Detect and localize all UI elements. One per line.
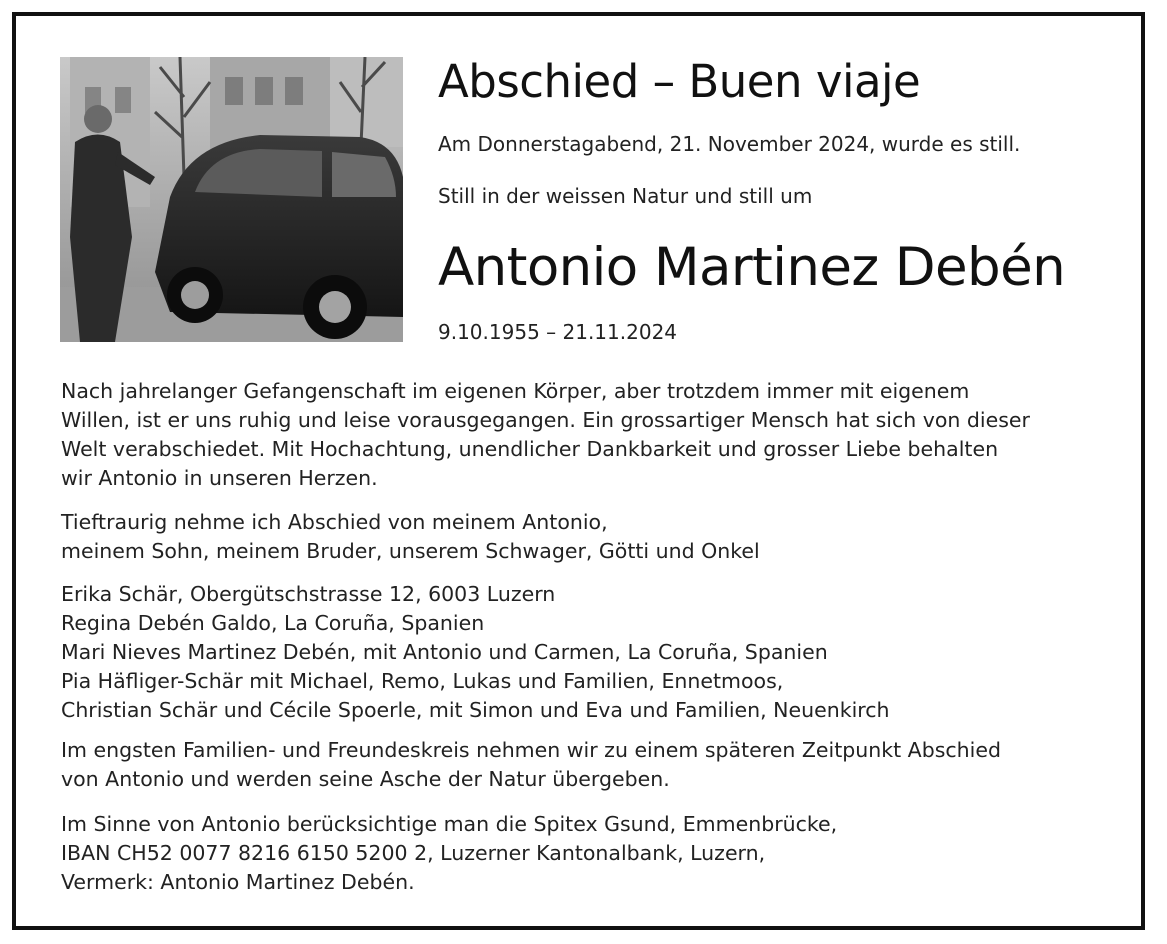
tribute-paragraph: [61, 377, 1121, 493]
portrait-photo-image: [60, 57, 403, 342]
mourner-entry: Regina Debén Galdo, La Coruña, Spanien: [61, 611, 485, 635]
text-line: von Antonio und werden seine Asche der Natur übergeben.: [61, 767, 670, 791]
text-line: Tieftraurig nehme ich Abschied von meinem Antonio,: [61, 510, 608, 534]
death-announcement-line: Am Donnerstagabend, 21. November 2024, wurde es still.: [438, 132, 1021, 156]
farewell-paragraph: [61, 508, 1121, 566]
text-line: Im engsten Familien- und Freundeskreis nehmen wir zu einem späteren Zeitpunkt Abschied: [61, 738, 1001, 762]
ceremony-paragraph: [61, 736, 1121, 794]
portrait-photo: [60, 57, 403, 342]
notice-title: Abschied – Buen viaje: [438, 55, 921, 108]
mourner-entry: Erika Schär, Obergütschstrasse 12, 6003 Luzern: [61, 582, 556, 606]
mourners-list: [61, 580, 1121, 725]
mourner-entry: Christian Schär und Cécile Spoerle, mit Simon und Eva und Familien, Neuenkirch: [61, 698, 890, 722]
text-line: Vermerk: Antonio Martinez Debén.: [61, 870, 415, 894]
text-line: Nach jahrelanger Gefangenschaft im eigenen Körper, aber trotzdem immer mit eigenem: [61, 379, 970, 403]
deceased-name: Antonio Martinez Debén: [438, 237, 1066, 298]
mourner-entry: Pia Häfliger-Schär mit Michael, Remo, Lukas und Familien, Ennetmoos,: [61, 669, 784, 693]
intro-line: Still in der weissen Natur und still um: [438, 184, 813, 208]
text-line: Welt verabschiedet. Mit Hochachtung, unendlicher Dankbarkeit und grosser Liebe behalten: [61, 437, 999, 461]
text-line: meinem Sohn, meinem Bruder, unserem Schwager, Götti und Onkel: [61, 539, 760, 563]
life-dates: 9.10.1955 – 21.11.2024: [438, 320, 678, 344]
text-line: wir Antonio in unseren Herzen.: [61, 466, 378, 490]
text-line: Willen, ist er uns ruhig und leise vorausgegangen. Ein grossartiger Mensch hat sich von dieser: [61, 408, 1030, 432]
mourner-entry: Mari Nieves Martinez Debén, mit Antonio und Carmen, La Coruña, Spanien: [61, 640, 828, 664]
donation-paragraph: [61, 810, 1121, 897]
text-line: IBAN CH52 0077 8216 6150 5200 2, Luzerner Kantonalbank, Luzern,: [61, 841, 766, 865]
text-line: Im Sinne von Antonio berücksichtige man die Spitex Gsund, Emmenbrücke,: [61, 812, 838, 836]
